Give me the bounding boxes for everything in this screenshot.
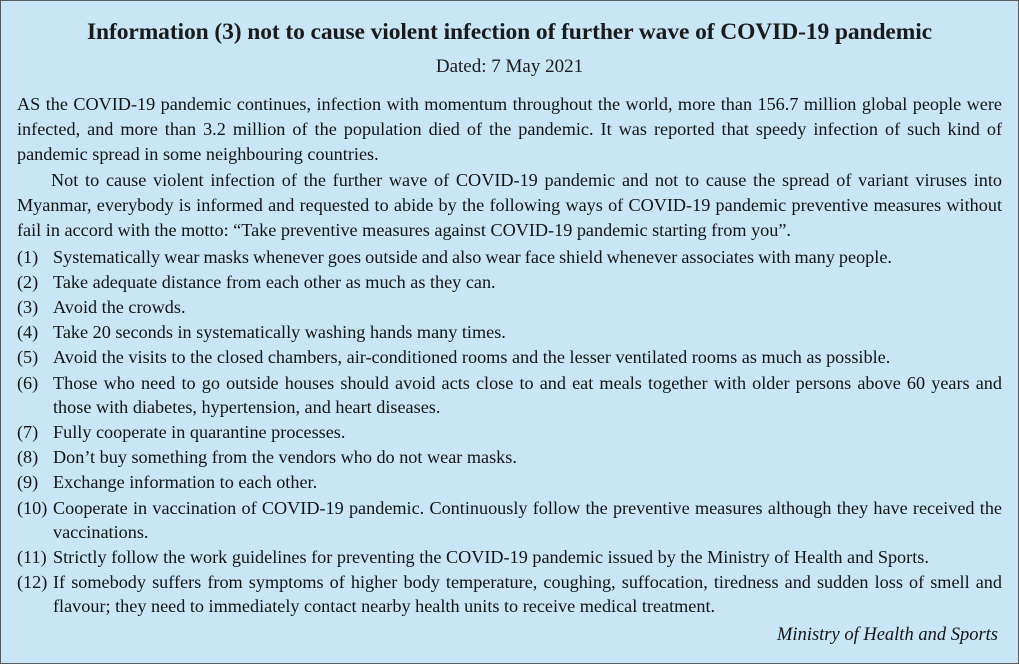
list-item-marker: (4) <box>17 322 39 343</box>
list-item <box>17 470 1002 494</box>
list-item-text: Those who need to go outside houses should avoid acts close to and eat meals together with older persons above 60 years and those with diabetes, hypertension, and heart diseases. <box>53 372 1002 417</box>
list-item-marker: (11) <box>17 546 47 567</box>
list-item-text: Systematically wear masks whenever goes outside and also wear face shield whenever associates with many people. <box>53 246 892 267</box>
list-item-marker: (3) <box>17 296 39 317</box>
list-item <box>17 545 1002 569</box>
measures-list <box>17 245 1002 619</box>
list-item-marker: (6) <box>17 372 39 393</box>
list-item <box>17 496 1002 544</box>
dateline: Dated: 7 May 2021 <box>435 56 584 78</box>
list-item-text: Avoid the visits to the closed chambers, air-conditioned rooms and the lesser ventilated rooms as much as possible. <box>53 347 891 368</box>
list-item <box>17 295 1002 319</box>
list-item-text: Cooperate in vaccination of COVID-19 pandemic. Continuously follow the preventive measures although they have received the vaccinations. <box>53 497 1002 542</box>
list-item <box>17 371 1002 419</box>
list-item-marker: (2) <box>17 271 39 292</box>
signature: Ministry of Health and Sports <box>777 624 998 645</box>
list-item-text: If somebody suffers from symptoms of higher body temperature, coughing, suffocation, tiredness and sudden loss of smell and flavour; they need to immediately contact nearby health units to receive medical treatment. <box>53 572 1002 617</box>
list-item-text: Take 20 seconds in systematically washing hands many times. <box>53 322 506 343</box>
list-item <box>17 245 1002 269</box>
page-title: Information (3) not to cause violent infection of further wave of COVID-19 pandemic <box>86 19 932 45</box>
list-item <box>17 445 1002 469</box>
list-item-marker: (12) <box>17 572 48 593</box>
list-item <box>17 345 1002 369</box>
list-item <box>17 320 1002 344</box>
list-item <box>17 420 1002 444</box>
list-item-marker: (1) <box>17 246 39 267</box>
list-item-marker: (8) <box>17 447 39 468</box>
list-item-marker: (9) <box>17 472 39 493</box>
list-item <box>17 270 1002 294</box>
list-item-marker: (5) <box>17 347 39 368</box>
list-item-marker: (10) <box>17 497 48 518</box>
list-item-text: Avoid the crowds. <box>53 296 186 317</box>
list-item <box>17 570 1002 618</box>
list-item-text: Take adequate distance from each other as much as they can. <box>53 271 496 292</box>
list-item-marker: (7) <box>17 421 39 442</box>
list-item-text: Strictly follow the work guidelines for preventing the COVID-19 pandemic issued by the Ministry of Health and Sports. <box>53 546 929 567</box>
list-item-text: Exchange information to each other. <box>53 472 318 493</box>
request-paragraph: Not to cause violent infection of the further wave of COVID-19 pandemic and not to cause the spread of variant viruses into Myanmar, everybody is informed and requested to abide by the following ways of COVID-19 pandemic preventive measures without fail in accord with the motto: “Take preventive measures against COVID-19 pandemic starting from you”. <box>17 170 1002 240</box>
intro-paragraph: AS the COVID-19 pandemic continues, infection with momentum throughout the world, more than 156.7 million global people were infected, and more than 3.2 million of the population died of the pandemic. It was reported that speedy infection of such kind of pandemic spread in some neighbouring countries. <box>17 94 1002 164</box>
list-item-text: Don’t buy something from the vendors who do not wear masks. <box>53 447 517 468</box>
list-item-text: Fully cooperate in quarantine processes. <box>53 421 346 442</box>
